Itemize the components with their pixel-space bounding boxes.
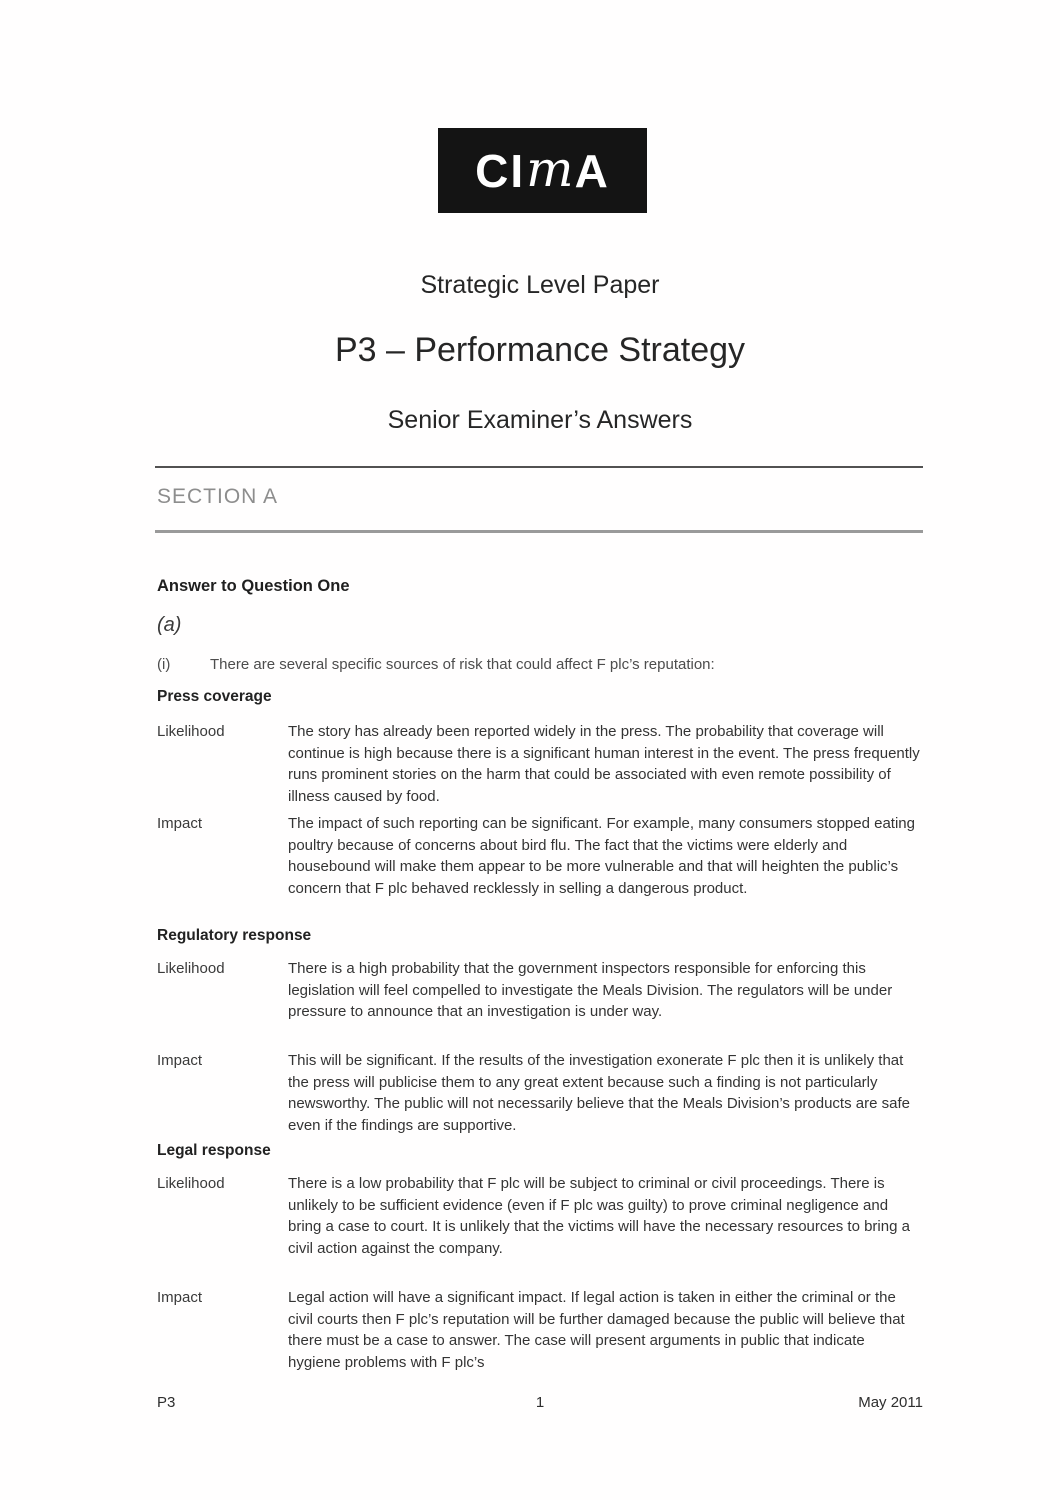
item-i-text: There are several specific sources of risk that could affect F plc’s reputation:	[210, 656, 715, 673]
risk-row-text: The impact of such reporting can be significant. For example, many consumers stopped eating poultry because of concerns about bird flu. The fact that the victims were elderly and housebound will make them appear to be more vulnerable and that will heighten the public’s concern that F plc behaved recklessly in selling a dangerous product.	[288, 815, 915, 897]
risk-heading-regulatory-response: Regulatory response	[157, 927, 312, 944]
risk-row-text: This will be significant. If the results of the investigation exonerate F plc then it is unlikely that the press will publicise them to any great extent because such a finding is not particularly newsworthy. The public will not necessarily believe that the Meals Division’s products are safe even if the findings are supportive.	[288, 1052, 910, 1134]
risk-row-label: Likelihood	[157, 1175, 225, 1192]
cima-logo	[438, 128, 647, 213]
paper-title: P3 – Performance Strategy	[334, 331, 746, 369]
footer-page-number: 1	[535, 1394, 545, 1411]
risk-row-legal-impact	[157, 1287, 923, 1373]
risk-row-legal-likelihood	[157, 1173, 923, 1259]
risk-row-text: Legal action will have a significant impact. If legal action is taken in either the criminal or the civil courts then F plc’s reputation will be further damaged because the public will believe that there must be a case to answer. The case will present arguments in public that indicate hygiene problems with F plc’s	[288, 1289, 905, 1371]
paper-subtitle: Senior Examiner’s Answers	[387, 406, 693, 434]
risk-row-press-impact	[157, 813, 923, 899]
cima-logo-text-m: m	[526, 139, 574, 198]
risk-row-label: Likelihood	[157, 723, 225, 740]
section-divider-bottom	[155, 530, 923, 533]
risk-row-press-likelihood	[157, 721, 923, 807]
item-i-label: (i)	[157, 656, 171, 673]
answer-heading: Answer to Question One	[157, 577, 350, 595]
item-i-row	[157, 656, 923, 673]
cima-logo-text-a: A	[574, 144, 610, 197]
cima-logo-text: CI	[475, 144, 526, 197]
risk-row-regulatory-impact	[157, 1050, 923, 1136]
risk-row-text: There is a low probability that F plc will be subject to criminal or civil proceedings. There is unlikely to be sufficient evidence (even if F plc was guilty) to prove criminal negligence and bring a case to court. It is unlikely that the victims will have the necessary resources to bring a civil action against the company.	[288, 1175, 910, 1257]
footer-date: May 2011	[858, 1394, 923, 1411]
section-label: SECTION A	[157, 485, 279, 508]
page-footer	[157, 1394, 923, 1411]
risk-row-label: Impact	[157, 1289, 203, 1306]
risk-row-regulatory-likelihood	[157, 958, 923, 1023]
risk-heading-press-coverage: Press coverage	[157, 688, 272, 705]
risk-heading-legal-response: Legal response	[157, 1142, 271, 1159]
paper-level-heading: Strategic Level Paper	[420, 271, 660, 299]
part-a-label: (a)	[157, 614, 182, 636]
footer-paper-code: P3	[157, 1394, 176, 1411]
risk-row-label: Impact	[157, 815, 203, 832]
section-divider-top	[155, 466, 923, 468]
risk-row-text: The story has already been reported widely in the press. The probability that coverage will continue is high because there is a significant human interest in the event. The press frequently runs prominent stories on the harm that could be associated with even remote possibility of illness caused by food.	[288, 723, 920, 805]
risk-row-label: Impact	[157, 1052, 203, 1069]
risk-row-label: Likelihood	[157, 960, 225, 977]
risk-row-text: There is a high probability that the government inspectors responsible for enforcing this legislation will feel compelled to investigate the Meals Division. The regulators will be under pressure to announce that an investigation is under way.	[288, 960, 893, 1020]
